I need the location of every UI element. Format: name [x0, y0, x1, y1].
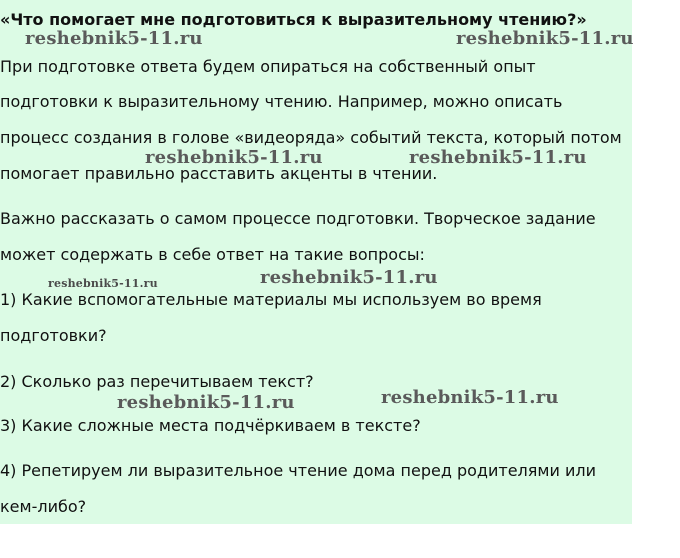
- text-line: 4) Репетируем ли выразительное чтение дома перед родителями или: [0, 461, 596, 480]
- text-line: помогает правильно расставить акценты в чтении.: [0, 164, 438, 183]
- watermark: reshebnik5-11.ru: [381, 387, 559, 408]
- question-heading: «Что помогает мне подготовиться к выразительному чтению?»: [0, 10, 587, 29]
- watermark: reshebnik5-11.ru: [145, 147, 323, 168]
- text-line: Важно рассказать о самом процессе подготовки. Творческое задание: [0, 209, 596, 228]
- watermark: reshebnik5-11.ru: [48, 277, 158, 290]
- watermark: reshebnik5-11.ru: [260, 267, 438, 288]
- text-line: При подготовке ответа будем опираться на собственный опыт: [0, 57, 536, 76]
- text-line: может содержать в себе ответ на такие вопросы:: [0, 245, 425, 264]
- text-line: подготовки?: [0, 326, 107, 345]
- text-line: 3) Какие сложные места подчёркиваем в тексте?: [0, 416, 421, 435]
- watermark: reshebnik5-11.ru: [409, 147, 587, 168]
- watermark: reshebnik5-11.ru: [456, 28, 634, 49]
- watermark: reshebnik5-11.ru: [25, 28, 203, 49]
- text-line: процесс создания в голове «видеоряда» событий текста, который потом: [0, 128, 622, 147]
- text-line: подготовки к выразительному чтению. Например, можно описать: [0, 92, 563, 111]
- text-line: 2) Сколько раз перечитываем текст?: [0, 372, 314, 391]
- text-line: 1) Какие вспомогательные материалы мы используем во время: [0, 290, 542, 309]
- watermark: reshebnik5-11.ru: [117, 392, 295, 413]
- text-line: кем-либо?: [0, 497, 87, 516]
